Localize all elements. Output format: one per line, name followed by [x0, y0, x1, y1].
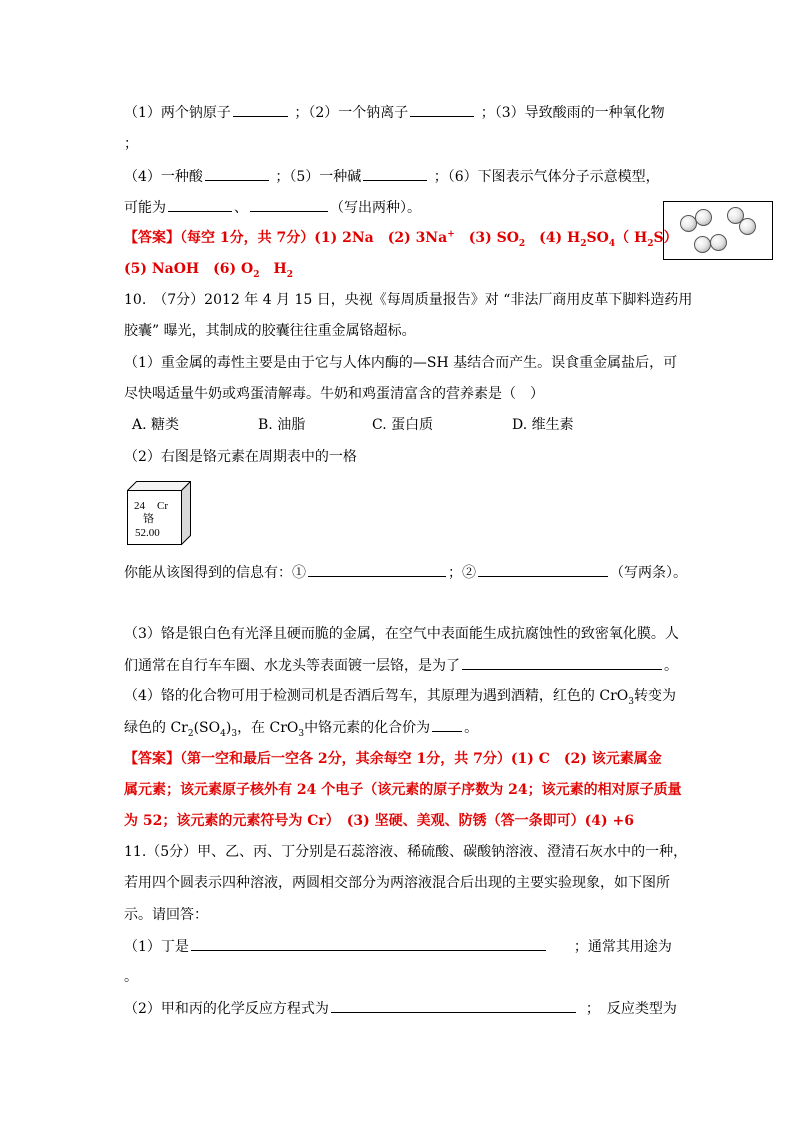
q9-item-5: ；（5）一种碱	[275, 169, 362, 185]
answer-text: (4) H	[525, 230, 581, 246]
q10-line-6	[124, 562, 687, 583]
q10-text: （4）铬的化合物可用于检测司机是否酒后驾车，其原理为遇到酒精，红色的 CrO	[124, 688, 629, 704]
q10-sub: 3	[298, 728, 305, 739]
element-atomic-number: 24	[134, 500, 145, 512]
q11-line-2: 若用四个圆表示四种溶液，两圆相交部分为两溶液混合后出现的主要实验现象，如下图所	[124, 875, 670, 891]
answer-sub: 2	[253, 269, 260, 280]
q10-sub: 3	[628, 696, 634, 707]
q9-answer-line-1	[124, 228, 678, 248]
answer-text: SO	[586, 230, 609, 246]
q11-text: （2）甲和丙的化学反应方程式为	[124, 1001, 329, 1017]
q10-option-d[interactable]: D. 维生素	[512, 417, 574, 433]
q9-line-4	[124, 197, 421, 218]
q11-text: ；通常其用途为	[573, 939, 672, 955]
blank-field[interactable]	[432, 717, 462, 732]
q9-item-6: ；（6）下图表示气体分子示意模型，	[433, 169, 660, 185]
q11-line-5: 。	[124, 969, 138, 985]
answer-text: H	[259, 261, 287, 277]
q10-answer-line-3: 为 52；该元素的元素符号为 Cr） (3) 坚硬、美观、防锈（答一条即可）(4) +6	[124, 813, 634, 829]
q10-line-9	[124, 686, 676, 706]
q10-text: 。	[464, 720, 479, 736]
atom-ball	[694, 236, 711, 253]
blank-field[interactable]	[331, 998, 576, 1013]
element-mass: 52.00	[135, 527, 160, 539]
q10-text: 你能从该图得到的信息有：①	[124, 565, 306, 581]
blank-field[interactable]	[308, 562, 446, 577]
q9-line-1	[124, 102, 665, 123]
q9-text: 、	[234, 200, 248, 216]
atom-ball	[710, 234, 727, 251]
blank-field[interactable]	[478, 562, 608, 577]
answer-text: （每空 1分，共 7分）(1) 2Na (2) 3Na	[180, 230, 448, 246]
blank-field[interactable]	[363, 166, 427, 181]
q9-text: （写出两种）。	[330, 200, 421, 216]
q9-line-3	[124, 166, 660, 187]
answer-text: (3) SO	[454, 230, 519, 246]
q10-text: 转变为	[633, 688, 676, 704]
q9-text: 可能为	[124, 200, 166, 216]
q11-line-3: 示。请回答：	[124, 907, 208, 923]
q10-line-3: （1）重金属的毒性主要是由于它与人体内酶的—SH 基结合而产生。误食重金属盐后，可	[124, 355, 678, 371]
chromium-periodic-cell-figure	[127, 481, 191, 545]
q10-answer-line-1	[124, 749, 662, 769]
q10-text: 们通常在自行车车圈、水龙头等表面镀一层铬，是为了	[124, 658, 460, 674]
blank-field[interactable]	[410, 102, 474, 117]
answer-text: （第一空和最后一空各 2分，其余每空 1分，共 7分）(1) C (2) 该元素属金	[180, 751, 662, 767]
blank-field[interactable]	[205, 166, 269, 181]
blank-field[interactable]	[233, 102, 288, 117]
q10-line-2: 胶囊” 曝光，其制成的胶囊往往重金属铬超标。	[124, 323, 416, 339]
atom-ball	[695, 209, 712, 226]
answer-text: S）	[653, 230, 678, 246]
element-symbol: Cr	[157, 500, 168, 512]
q9-item-2: ；（2）一个钠离子	[294, 105, 409, 121]
q10-text: )	[225, 720, 232, 736]
q9-answer-line-2	[124, 259, 293, 279]
q11-line-6	[124, 998, 677, 1019]
q10-line-7: （3）铬是银白色有光泽且硬而脆的金属，在空气中表面能生成抗腐蚀性的致密氧化膜。人	[124, 626, 679, 642]
q9-line-2: ；	[124, 136, 138, 152]
answer-label: 【答案】	[124, 751, 180, 767]
blank-field[interactable]	[462, 655, 662, 670]
answer-sub: 2	[518, 238, 526, 249]
q11-text: （1）丁是	[124, 939, 189, 955]
q10-text: ；②	[448, 565, 476, 581]
answer-sub: 2	[580, 238, 587, 249]
answer-sub: 4	[608, 238, 616, 249]
blank-field[interactable]	[250, 197, 328, 212]
q10-text: 中铬元素的化合价为	[304, 720, 431, 736]
answer-text: (5) NaOH (6) O	[124, 261, 254, 277]
q10-line-1: 10. （7分）2012 年 4 月 15 日，央视《每周质量报告》对 “非法厂商用皮革下脚料造药用	[124, 292, 693, 308]
q10-text: (SO	[193, 720, 221, 736]
answer-sup: +	[447, 229, 455, 240]
q10-line-8	[124, 655, 678, 676]
q10-sub: 2	[187, 728, 194, 739]
q11-text: ； 反应类型为	[585, 1001, 677, 1017]
q10-sub: 3	[231, 728, 238, 739]
q9-item-1: （1）两个钠原子	[124, 105, 231, 121]
q11-line-4	[124, 936, 672, 957]
q9-item-3: ；（3）导致酸雨的一种氧化物	[480, 105, 665, 121]
answer-label: 【答案】	[124, 230, 180, 246]
q10-answer-line-2: 属元素；该元素原子核外有 24 个电子（该元素的原子序数为 24；该元素的相对原子质量	[124, 782, 682, 798]
q10-text: 。	[664, 658, 678, 674]
atom-ball	[739, 218, 756, 235]
answer-text: （ H	[615, 230, 648, 246]
q10-line-10	[124, 717, 478, 738]
q10-text: （写两条）。	[610, 565, 687, 581]
q11-line-1: 11.（5分）甲、乙、丙、丁分别是石蕊溶液、稀硫酸、碳酸钠溶液、澄清石灰水中的一种，	[124, 844, 688, 860]
q10-sub: 4	[220, 728, 226, 739]
q10-option-c[interactable]: C. 蛋白质	[372, 417, 434, 433]
q10-text: 绿色的 Cr	[124, 720, 188, 736]
q10-option-a[interactable]: A. 糖类	[132, 417, 180, 433]
q9-item-4: （4）一种酸	[124, 169, 203, 185]
q10-line-4: 尽快喝适量牛奶或鸡蛋清解毒。牛奶和鸡蛋清富含的营养素是（ ）	[124, 386, 544, 402]
q10-option-b[interactable]: B. 油脂	[258, 417, 306, 433]
blank-field[interactable]	[168, 197, 232, 212]
answer-sub: 2	[647, 238, 654, 249]
element-name: 铬	[143, 513, 154, 525]
blank-field[interactable]	[191, 936, 546, 951]
q10-text: ，在 CrO	[237, 720, 299, 736]
answer-sub: 2	[286, 269, 293, 280]
q10-line-5: （2）右图是铬元素在周期表中的一格	[124, 449, 357, 465]
gas-molecule-model-figure	[663, 201, 773, 260]
